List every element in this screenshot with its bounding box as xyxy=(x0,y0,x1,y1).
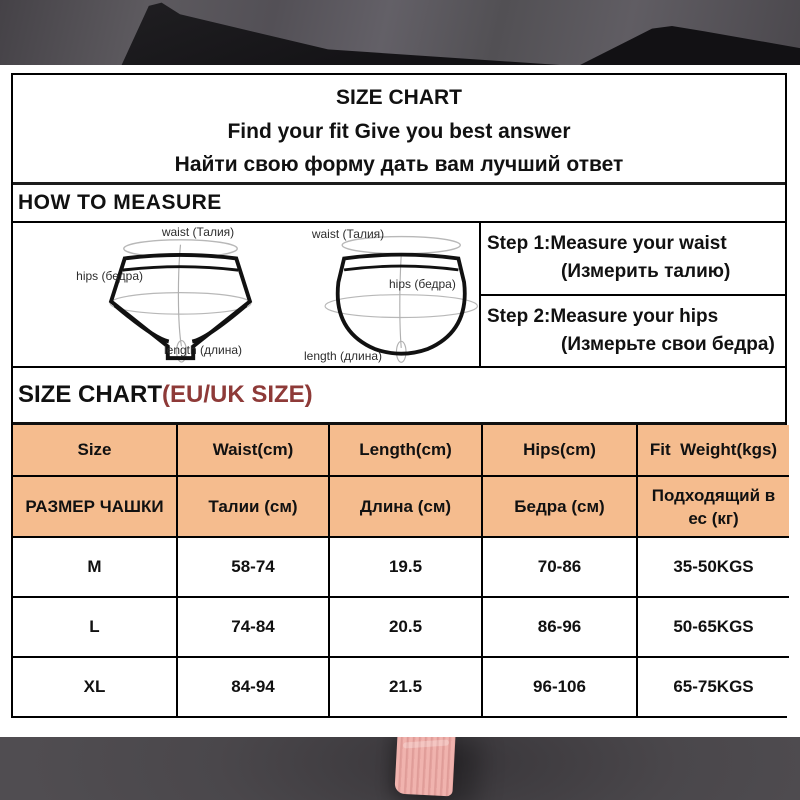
col-header-length-ru: Длина (см) xyxy=(329,476,482,537)
table-header-row-en xyxy=(13,425,789,476)
table-header-row-ru xyxy=(13,476,789,537)
weight-cell: 65-75KGS xyxy=(637,657,789,716)
subtitle-ru: Найти свою форму дать вам лучший ответ xyxy=(174,153,624,176)
col-header-weight-ru xyxy=(637,476,789,537)
step-2-text: Step 2:Measure your hips xyxy=(487,306,719,327)
size-cell: XL xyxy=(13,657,177,716)
panty-boyshort-diagram-icon xyxy=(306,229,506,366)
weight-ru-line2: ес (кг) xyxy=(688,508,739,528)
length-label-right: length (длина) xyxy=(303,349,383,363)
size-chart-panel xyxy=(0,65,800,737)
bottom-product-photo xyxy=(0,737,800,800)
col-header-waist: Waist(cm) xyxy=(177,425,329,476)
subtitle-en: Find your fit Give you best answer xyxy=(227,120,571,143)
hips-label-right: hips (бедра) xyxy=(389,277,456,291)
measure-section xyxy=(13,223,785,368)
top-product-photo xyxy=(0,0,800,65)
weight-cell: 50-65KGS xyxy=(637,597,789,657)
step-1-text-ru: (Измерить талию) xyxy=(561,261,731,282)
waist-cell: 84-94 xyxy=(177,657,329,716)
hips-cell: 70-86 xyxy=(482,537,637,597)
waist-cell: 58-74 xyxy=(177,537,329,597)
step-1 xyxy=(481,223,785,296)
col-header-hips: Hips(cm) xyxy=(482,425,637,476)
measure-steps xyxy=(481,223,785,366)
size-chart-heading-black: SIZE CHART xyxy=(18,381,162,408)
length-cell: 21.5 xyxy=(329,657,482,716)
size-cell: M xyxy=(13,537,177,597)
hips-cell: 86-96 xyxy=(482,597,637,657)
length-label-left: length (длина) xyxy=(163,343,243,357)
pink-fabric-band xyxy=(394,737,455,796)
title-section xyxy=(13,75,785,185)
waist-cell: 74-84 xyxy=(177,597,329,657)
size-cell: L xyxy=(13,597,177,657)
size-chart-heading-red: (EU/UK SIZE) xyxy=(162,381,313,408)
col-header-length: Length(cm) xyxy=(329,425,482,476)
size-table xyxy=(13,425,789,716)
hips-label-left: hips (бедра) xyxy=(76,269,143,283)
col-header-weight: Fit Weight(kgs) xyxy=(637,425,789,476)
content-box xyxy=(11,73,787,718)
weight-ru-line1: Подходящий в xyxy=(651,485,776,505)
size-chart-heading xyxy=(13,368,785,425)
table-row-l xyxy=(13,597,789,657)
length-cell: 19.5 xyxy=(329,537,482,597)
weight-cell: 35-50KGS xyxy=(637,537,789,597)
table-row-xl xyxy=(13,657,789,716)
step-2-text-ru: (Измерьте свои бедра) xyxy=(561,334,775,355)
step-1-text: Step 1:Measure your waist xyxy=(487,233,727,254)
col-header-size: Size xyxy=(13,425,177,476)
page-title: SIZE CHART xyxy=(336,86,462,109)
step-2 xyxy=(481,296,785,366)
col-header-size-ru: РАЗМЕР ЧАШКИ xyxy=(13,476,177,537)
measure-diagrams xyxy=(13,223,481,366)
waist-label-right: waist (Талия) xyxy=(311,227,385,241)
length-cell: 20.5 xyxy=(329,597,482,657)
col-header-hips-ru: Бедра (см) xyxy=(482,476,637,537)
table-row-m xyxy=(13,537,789,597)
waist-label-left: waist (Талия) xyxy=(161,225,235,239)
how-to-measure-heading: HOW TO MEASURE xyxy=(13,185,785,223)
col-header-waist-ru: Талии (см) xyxy=(177,476,329,537)
hips-cell: 96-106 xyxy=(482,657,637,716)
